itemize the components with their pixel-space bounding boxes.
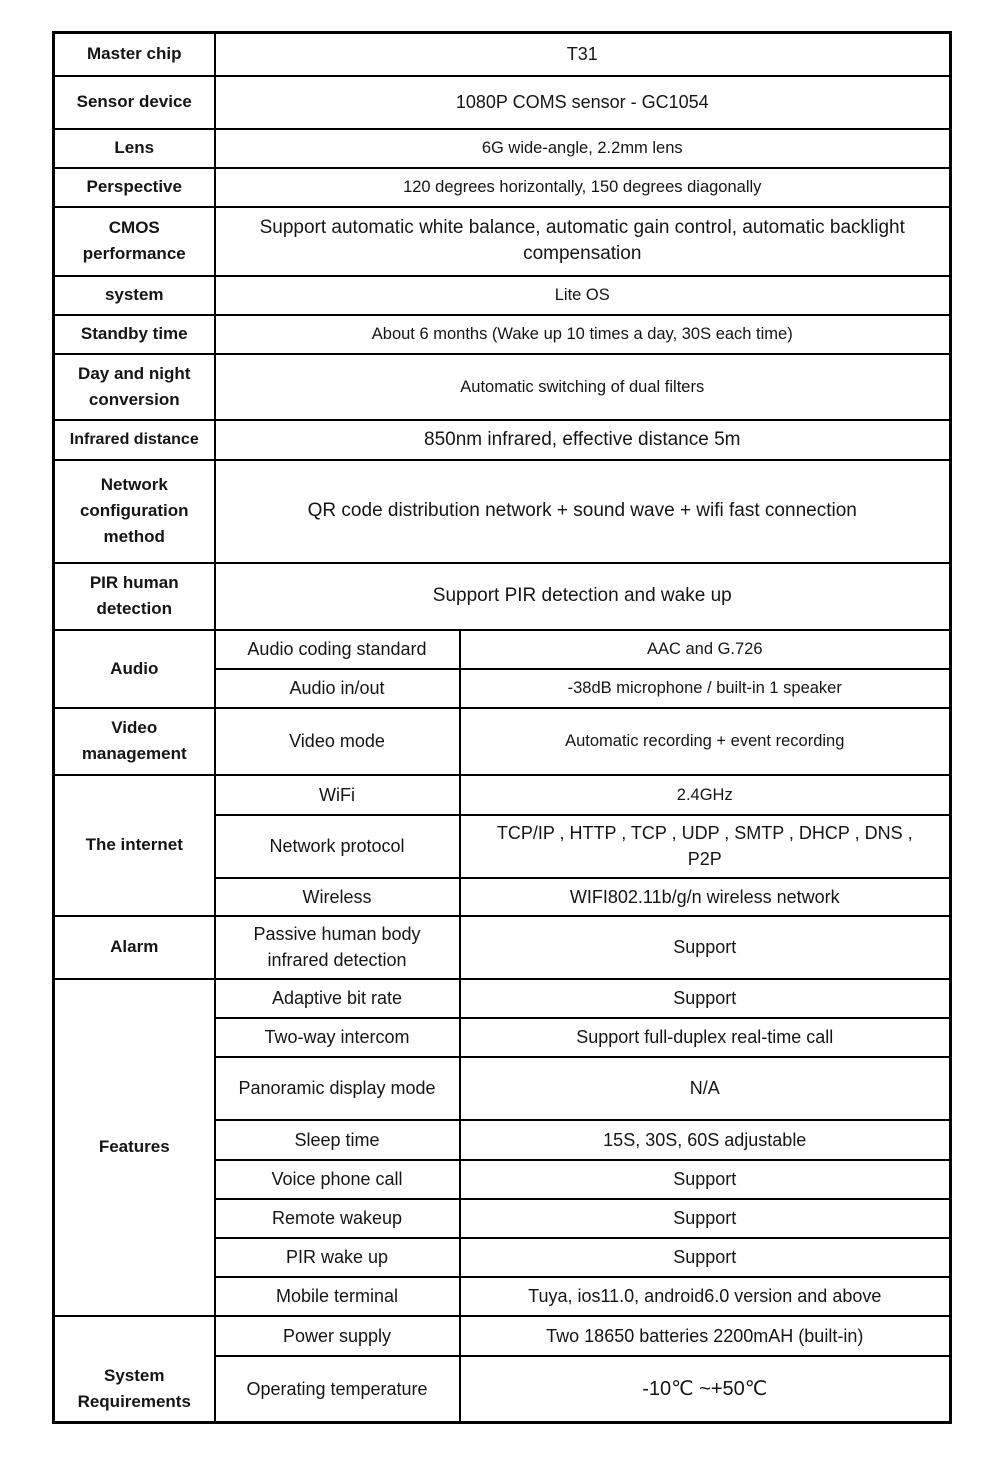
table-row <box>54 315 951 354</box>
value-line: compensation <box>523 243 642 264</box>
row-label: system <box>54 276 215 315</box>
label-line: conversion <box>88 389 180 409</box>
row-label: Lens <box>54 129 215 168</box>
row-value: Support <box>460 916 951 979</box>
label-line: Video <box>111 718 158 737</box>
row-value: Two 18650 batteries 2200mAH (built-in) <box>460 1316 951 1356</box>
label-line: CMOS <box>108 218 160 237</box>
sub-label: Two-way intercom <box>215 1018 460 1057</box>
value-line: P2P <box>687 849 722 869</box>
table-row <box>54 916 951 979</box>
row-value: Support full-duplex real-time call <box>460 1018 951 1057</box>
row-label: Infrared distance <box>54 420 215 460</box>
row-value: Support <box>460 1238 951 1277</box>
sub-label: Audio in/out <box>215 669 460 708</box>
row-value: AAC and G.726 <box>460 630 951 669</box>
sub-label: Video mode <box>215 708 460 775</box>
table-row <box>54 33 951 76</box>
label-line: Requirements <box>77 1392 191 1411</box>
row-value: 15S, 30S, 60S adjustable <box>460 1120 951 1160</box>
group-label-internet: The internet <box>54 775 215 916</box>
sub-label: Power supply <box>215 1316 460 1356</box>
sub-label <box>215 916 460 979</box>
row-label <box>54 563 215 630</box>
sub-label: Adaptive bit rate <box>215 979 460 1018</box>
table-row <box>54 276 951 315</box>
table-row <box>54 630 951 669</box>
spec-table <box>52 31 952 1424</box>
row-value: -38dB microphone / built-in 1 speaker <box>460 669 951 708</box>
label-line: configuration <box>79 501 189 520</box>
row-value: Support <box>460 1160 951 1199</box>
sub-label: Panoramic display mode <box>215 1057 460 1120</box>
label-line: method <box>103 527 165 546</box>
table-row <box>54 708 951 775</box>
row-value: 850nm infrared, effective distance 5m <box>215 420 951 460</box>
row-value: WIFI802.11b/g/n wireless network <box>460 878 951 916</box>
sub-label: Operating temperature <box>215 1356 460 1423</box>
group-label-alarm: Alarm <box>54 916 215 979</box>
row-value: Support PIR detection and wake up <box>215 563 951 630</box>
row-value: 1080P COMS sensor - GC1054 <box>215 76 951 129</box>
row-label <box>54 207 215 276</box>
row-value: 120 degrees horizontally, 150 degrees diagonally <box>215 168 951 207</box>
label-line: PIR human <box>89 573 179 592</box>
label-line: Passive human body <box>253 924 421 944</box>
row-value: Support <box>460 979 951 1018</box>
sub-label: WiFi <box>215 775 460 815</box>
row-label <box>54 354 215 420</box>
label-line: performance <box>82 244 186 263</box>
group-label-features: Features <box>54 979 215 1316</box>
table-row <box>54 563 951 630</box>
group-label-video <box>54 708 215 775</box>
row-value: T31 <box>215 33 951 76</box>
sub-label: Sleep time <box>215 1120 460 1160</box>
group-label-system-requirements <box>54 1316 215 1423</box>
sub-label: Voice phone call <box>215 1160 460 1199</box>
label-line: Network <box>100 475 168 494</box>
sub-label: Network protocol <box>215 815 460 878</box>
sub-label: Remote wakeup <box>215 1199 460 1238</box>
table-row <box>54 1316 951 1356</box>
row-value <box>215 207 951 276</box>
table-row <box>54 207 951 276</box>
sub-label: Audio coding standard <box>215 630 460 669</box>
table-row <box>54 76 951 129</box>
table-row <box>54 775 951 815</box>
table-row <box>54 420 951 460</box>
sub-label: Wireless <box>215 878 460 916</box>
row-value: Automatic switching of dual filters <box>215 354 951 420</box>
row-label: Perspective <box>54 168 215 207</box>
table-row <box>54 979 951 1018</box>
label-line: management <box>81 744 187 763</box>
group-label-audio: Audio <box>54 630 215 708</box>
label-line: System <box>104 1366 165 1385</box>
value-line: Support automatic white balance, automatic gain control, automatic backlight <box>259 217 905 238</box>
row-value: QR code distribution network + sound wave + wifi fast connection <box>215 460 951 563</box>
label-line: Day and night <box>78 363 191 383</box>
table-row <box>54 129 951 168</box>
table-row <box>54 460 951 563</box>
row-value <box>460 815 951 878</box>
table-row <box>54 354 951 420</box>
row-value: -10℃ ~+50℃ <box>460 1356 951 1423</box>
value-line: TCP/IP , HTTP , TCP , UDP , SMTP , DHCP , DNS , <box>496 823 913 843</box>
row-value: Lite OS <box>215 276 951 315</box>
row-value: Tuya, ios11.0, android6.0 version and above <box>460 1277 951 1316</box>
row-value: About 6 months (Wake up 10 times a day, 30S each time) <box>215 315 951 354</box>
sub-label: Mobile terminal <box>215 1277 460 1316</box>
label-line: infrared detection <box>267 950 407 970</box>
row-value: 6G wide-angle, 2.2mm lens <box>215 129 951 168</box>
row-label: Standby time <box>54 315 215 354</box>
row-label: Sensor device <box>54 76 215 129</box>
sub-label: PIR wake up <box>215 1238 460 1277</box>
row-value: 2.4GHz <box>460 775 951 815</box>
label-line: detection <box>96 599 173 618</box>
row-value: N/A <box>460 1057 951 1120</box>
row-label <box>54 460 215 563</box>
row-value: Support <box>460 1199 951 1238</box>
row-value: Automatic recording + event recording <box>460 708 951 775</box>
table-row <box>54 168 951 207</box>
row-label: Master chip <box>54 33 215 76</box>
